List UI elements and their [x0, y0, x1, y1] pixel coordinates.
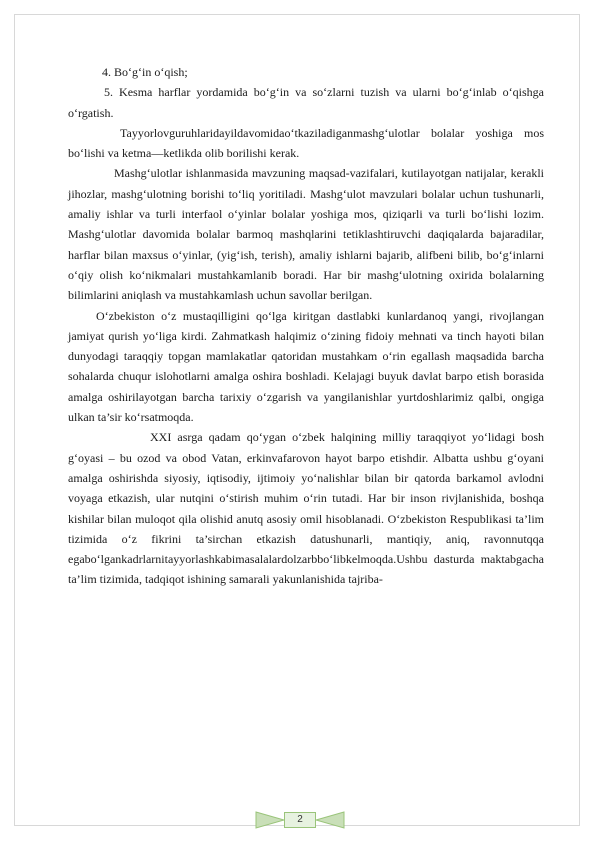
page-number: 2	[284, 812, 316, 828]
paragraph-item-5: 5. Kesma harflar yordamida bo‘g‘in va so‘zlarni tuzish va ularni bo‘g‘inlab o‘qishga o‘rgatish.	[68, 85, 544, 120]
paragraph-mashgulotlar: Mashg‘ulotlar ishlanmasida mavzuning maqsad-vazifalari, kutilayotgan natijalar, kerakli jihozlar, mashg‘ulotning borishi to‘liq yoritiladi. Mashg‘ulot mavzulari bolalar uchun tushunarli, amaliy ishlar va turli interfaol o‘yinlar bolalar yoshiga mos, qiziqarli va turli bo‘lishi lozim. Mashg‘ulotlar davomida bolalar barmoq mashqlarini tetiklashtiruvchi daqiqalarda bajaradilar, harflar bilan maxsus o‘yinlar, (yig‘ish, terish), amaliy ishlarni bajarib, alifbeni bilib, bo‘g‘inlarni o‘qiy olish ko‘nikmalari mustahkamlanib boradi. Har bir mashg‘ulotning oxirida bolalarning bilimlarini aniqlash va mustahkamlash uchun savollar berilgan.	[68, 166, 544, 303]
paragraph-ozbekiston: O‘zbekiston o‘z mustaqilligini qo‘lga kiritgan dastlabki kunlardanoq yangi, rivojlangan jamiyat qurish yo‘liga kirdi. Zahmatkash halqimiz o‘zining fidoiy mehnati va tinch hayoti bilan dunyodagi taraqqiy topgan mamlakatlar qatoridan mustahkam o‘rin egallash maqsadida barcha sohalarda chuqur islohotlarni amalga oshira boshladi. Kelajagi buyuk davlat barpo etish borasida amalga oshirilayotgan barcha tarixiy o‘zgarish va yangilanishlar yurtdoshlarimiz qalbi, ongiga ulkan ta’sir ko‘rsatmoqda.	[68, 308, 544, 425]
paragraph-item-4: 4. Bo‘g‘in o‘qish;	[102, 65, 188, 79]
page-footer	[254, 808, 346, 832]
paragraph-xxi-asr: XXI asrga qadam qo‘ygan o‘zbek halqining milliy taraqqiyot yo‘lidagi bosh g‘oyasi – bu ozod va obod Vatan, erkinvafarovon hayot barpo etishdir. Albatta ushbu g‘oyani amalga oshirishda siyosiy, iqtisodiy, ijtimoiy yo‘nalishlar bilan bir qatorda barkamol avlodni voyaga etkazish, ular nutqini o‘stirish muhim o‘rin tutadi. Har bir inson rivjlanishida, boshqa kishilar bilan muloqot qila olishid anutq asosiy omil hisoblanadi. O‘zbekiston Respublikasi ta’lim tizimida o‘z fikrini ta’sirchan etkazish datushunarli, mantiqiy, aniq, ravonnutqqa egabo‘lgankadrlarnitayyorlashkabimasalalardolzarbbo‘libkelmoqda.Ushbu dasturda maktabgacha ta’lim tizimida, tadqiqot ishining samarali yakunlanishida tajriba-	[68, 430, 544, 587]
paragraph-tayyorlov: Tayyorlovguruhlaridayildavomidao‘tkaziladiganmashg‘ulotlar bolalar yoshiga mos bo‘lishi va ketma—ketlikda olib borilishi kerak.	[68, 125, 544, 161]
document-body	[68, 62, 544, 590]
